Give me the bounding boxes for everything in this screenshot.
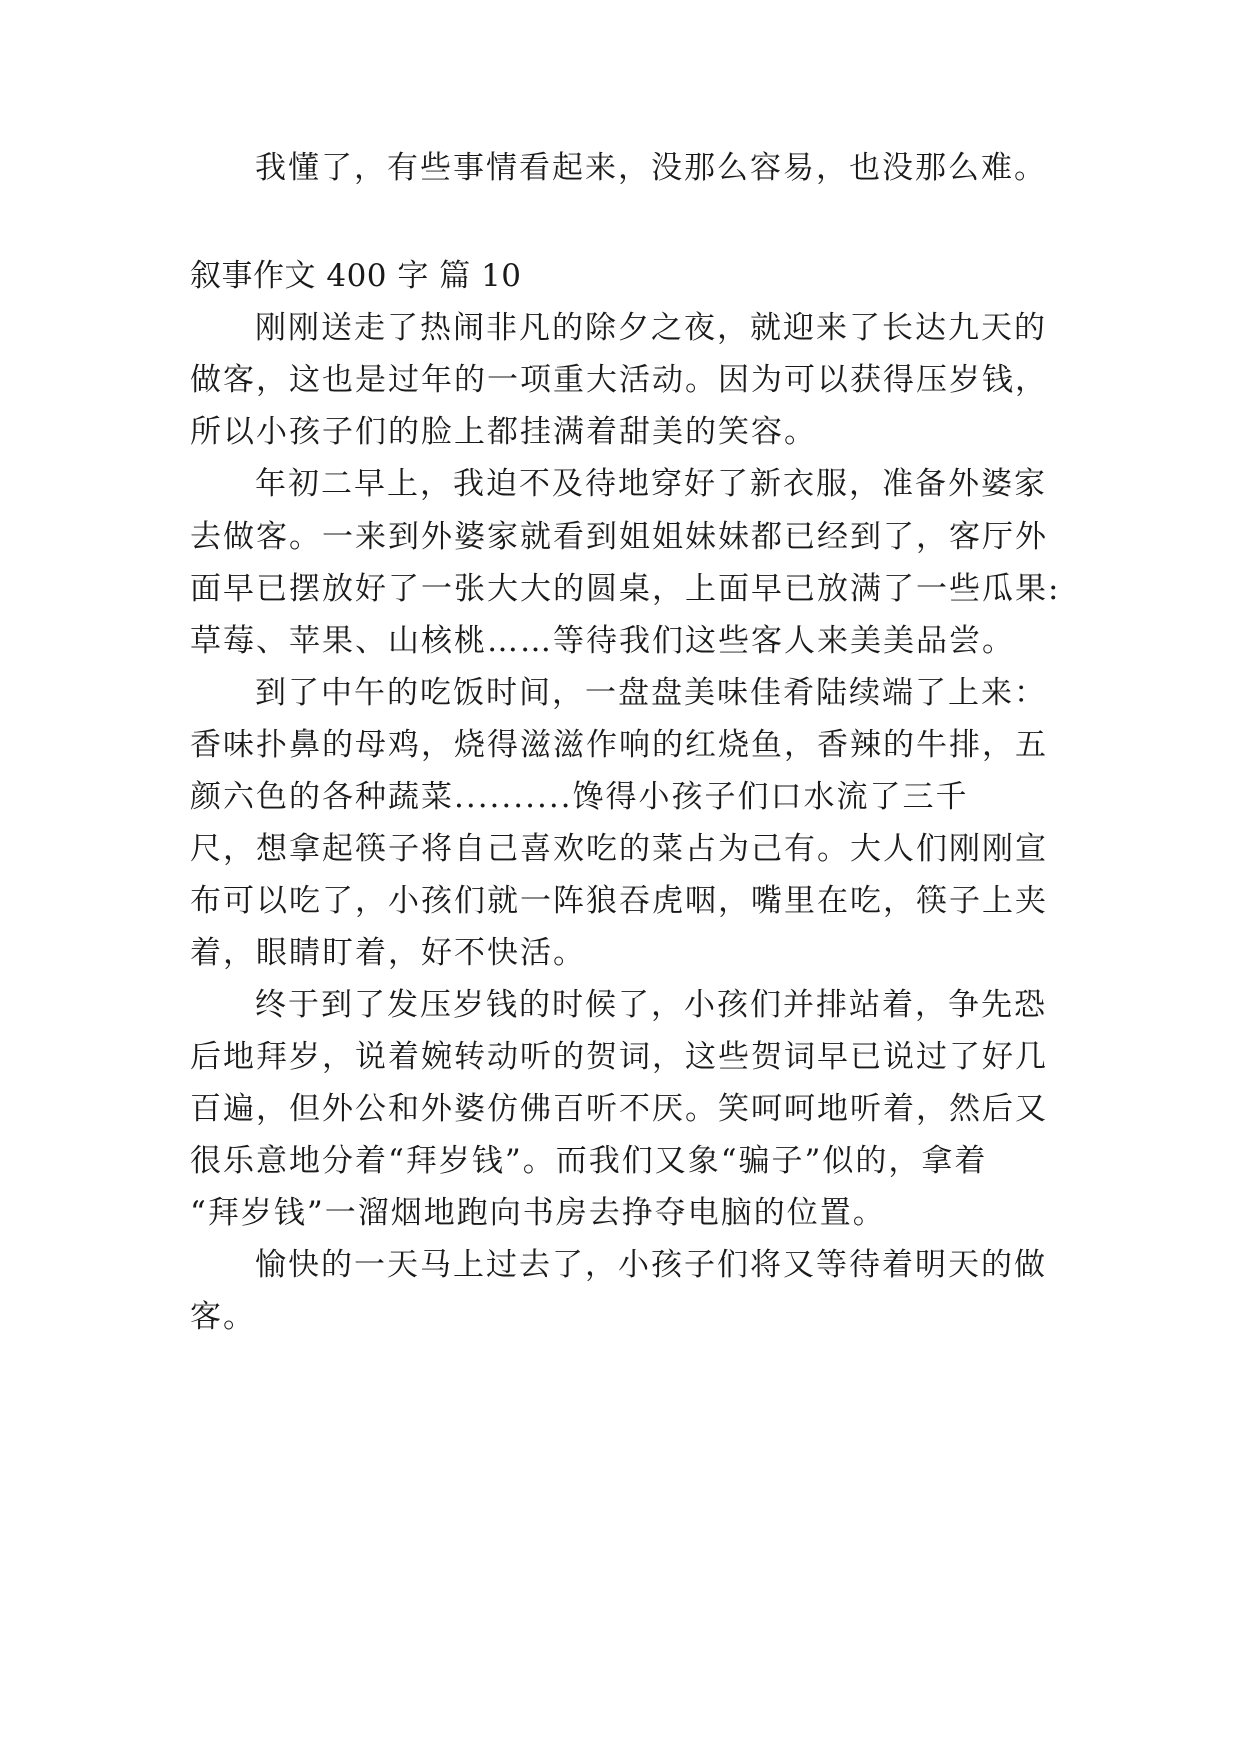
- paragraph-line: 愉快的一天马上过去了，小孩子们将又等待着明天的做: [255, 1247, 1047, 1283]
- paragraph-line: 很乐意地分着“拜岁钱”。而我们又象“骗子”似的，拿着: [190, 1143, 988, 1179]
- paragraph-line: 去做客。一来到外婆家就看到姐姐妹妹都已经到了，客厅外: [190, 519, 1048, 555]
- paragraph-line: 香味扑鼻的母鸡，烧得滋滋作响的红烧鱼，香辣的牛排，五: [190, 727, 1048, 763]
- paragraph-line: 百遍，但外公和外婆仿佛百听不厌。笑呵呵地听着，然后又: [190, 1091, 1048, 1127]
- paragraph-line: 面早已摆放好了一张大大的圆桌，上面早已放满了一些瓜果:: [190, 571, 1061, 607]
- paragraph-line: 刚刚送走了热闹非凡的除夕之夜，就迎来了长达九天的: [255, 310, 1047, 346]
- paragraph-line: 年初二早上，我迫不及待地穿好了新衣服，准备外婆家: [255, 466, 1047, 502]
- paragraph-line: 颜六色的各种蔬菜..........馋得小孩子们口水流了三千: [190, 779, 969, 815]
- paragraph-line: 到了中午的吃饭时间，一盘盘美味佳肴陆续端了上来：: [255, 675, 1047, 711]
- paragraph-line: 着，眼睛盯着，好不快活。: [190, 935, 586, 971]
- section-title: 叙事作文 400 字 篇 10: [190, 258, 522, 294]
- paragraph-line: 做客，这也是过年的一项重大活动。因为可以获得压岁钱，: [190, 362, 1048, 398]
- paragraph-line: 客。: [190, 1299, 256, 1335]
- paragraph-line: 所以小孩子们的脸上都挂满着甜美的笑容。: [190, 414, 817, 450]
- paragraph-line: 后地拜岁，说着婉转动听的贺词，这些贺词早已说过了好几: [190, 1039, 1048, 1075]
- paragraph-line: 尺，想拿起筷子将自己喜欢吃的菜占为己有。大人们刚刚宣: [190, 831, 1048, 867]
- paragraph-line: 终于到了发压岁钱的时候了，小孩们并排站着，争先恐: [255, 987, 1047, 1023]
- intro-line: 我懂了，有些事情看起来，没那么容易，也没那么难。: [255, 150, 1047, 186]
- paragraph-line: 草莓、苹果、山核桃……等待我们这些客人来美美品尝。: [190, 623, 1015, 659]
- paragraph-line: 布可以吃了，小孩们就一阵狼吞虎咽，嘴里在吃，筷子上夹: [190, 883, 1048, 919]
- paragraph-line: “拜岁钱”一溜烟地跑向书房去挣夺电脑的位置。: [190, 1195, 886, 1231]
